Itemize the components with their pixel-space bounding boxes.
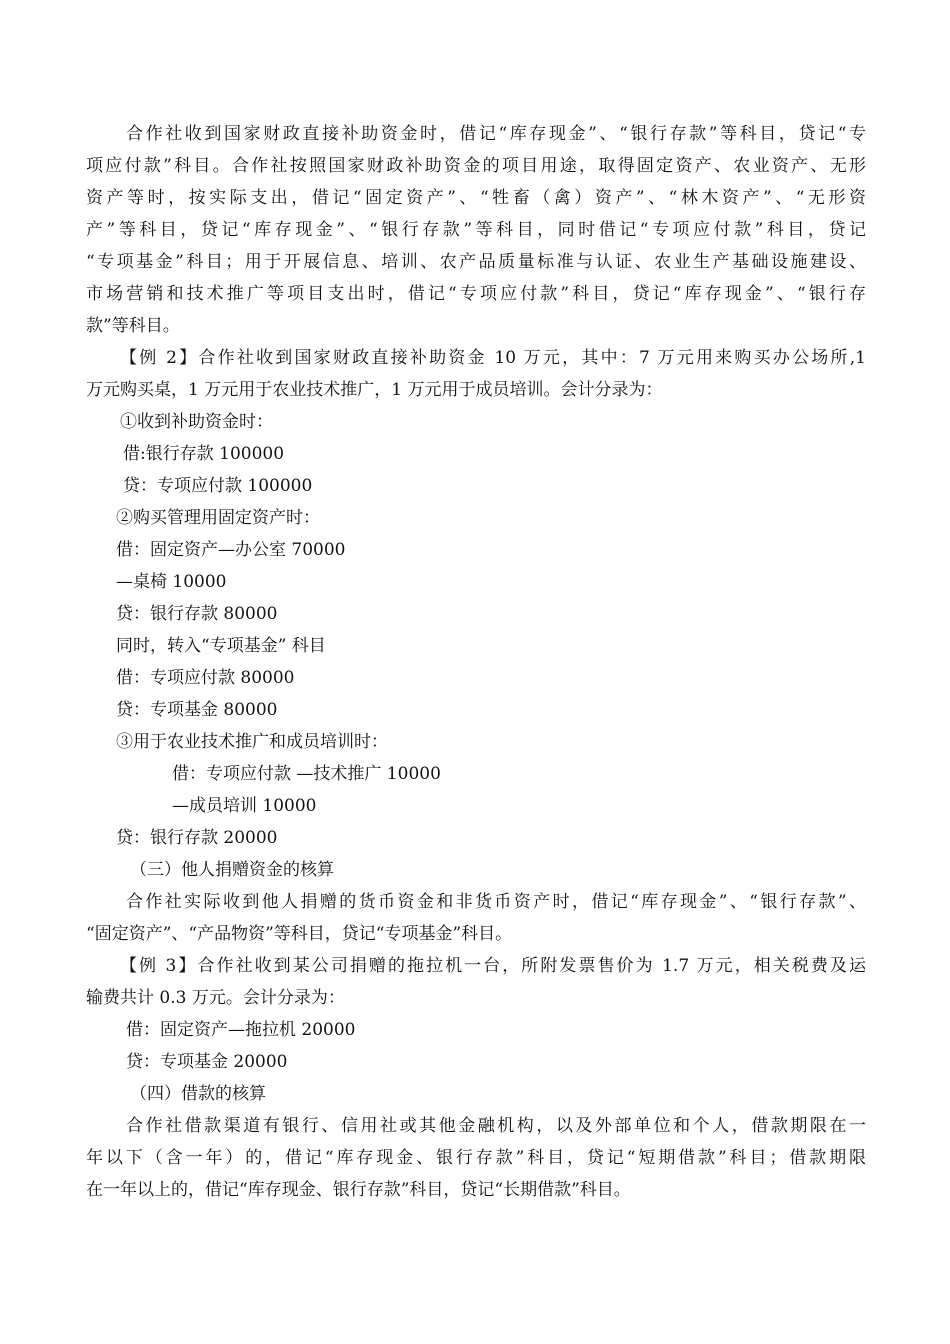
journal-entry: 同时，转入“专项基金” 科目 xyxy=(116,636,326,656)
example-text-line: 万元购买桌，1 万元用于农业技术推广，1 万元用于成员培训。会计分录为： xyxy=(86,380,663,400)
section-heading: （三）他人捐赠资金的核算 xyxy=(130,860,334,880)
body-text-line: 在一年以上的，借记“库存现金、银行存款”科目，贷记“长期借款”科目。 xyxy=(86,1180,631,1200)
journal-entry: ①收到补助资金时： xyxy=(120,412,273,432)
body-text-line: 项应付款”科目。合作社按照国家财政补助资金的项目用途，取得固定资产、农业资产、无形 xyxy=(86,156,866,176)
journal-entry: 借:银行存款 100000 xyxy=(123,444,285,464)
body-text-line: 合作社借款渠道有银行、信用社或其他金融机构，以及外部单位和个人，借款期限在一 xyxy=(126,1116,866,1136)
example-text-line: 输费共计 0.3 万元。会计分录为： xyxy=(86,988,345,1008)
body-text-line: 合作社收到国家财政直接补助资金时，借记“库存现金”、“银行存款”等科目，贷记“专 xyxy=(126,124,866,144)
body-text-line: “专项基金”科目；用于开展信息、培训、农产品质量标准与认证、农业生产基础设施建设、 xyxy=(86,252,866,272)
journal-entry: 贷：银行存款 20000 xyxy=(116,828,278,848)
body-text-line: 市场营销和技术推广等项目支出时，借记“专项应付款”科目，贷记“库存现金”、“银行存 xyxy=(86,284,866,304)
journal-entry: 借：固定资产—拖拉机 20000 xyxy=(126,1020,356,1040)
journal-entry: 贷：专项应付款 100000 xyxy=(123,476,313,496)
journal-entry: 贷：专项基金 20000 xyxy=(126,1052,288,1072)
body-text-line: 产”等科目，贷记“库存现金”、“银行存款”等科目，同时借记“专项应付款”科目，贷记 xyxy=(86,220,866,240)
body-text-line: 年以下（含一年）的，借记“库存现金、银行存款”科目，贷记“短期借款”科目；借款期限 xyxy=(86,1148,866,1168)
body-text-line: 款”等科目。 xyxy=(86,316,180,336)
example-text-line: 【例 2】合作社收到国家财政直接补助资金 10 万元，其中：7 万元用来购买办公场所,1 xyxy=(120,348,866,368)
journal-entry: ②购买管理用固定资产时： xyxy=(116,508,320,528)
journal-entry: ③用于农业技术推广和成员培训时： xyxy=(116,732,388,752)
example-text-line: 【例 3】合作社收到某公司捐赠的拖拉机一台，所附发票售价为 1.7 万元，相关税费及运 xyxy=(120,956,866,976)
journal-entry: 贷：银行存款 80000 xyxy=(116,604,278,624)
journal-entry: 借：专项应付款 —技术推广 10000 xyxy=(172,764,441,784)
journal-entry: 贷：专项基金 80000 xyxy=(116,700,278,720)
journal-entry: 借：专项应付款 80000 xyxy=(116,668,295,688)
journal-entry: —桌椅 10000 xyxy=(116,572,227,592)
body-text-line: 资产等时，按实际支出，借记“固定资产”、“牲畜（禽）资产”、“林木资产”、“无形资 xyxy=(86,188,866,208)
body-text-line: “固定资产”、“产品物资”等科目，贷记“专项基金”科目。 xyxy=(86,924,513,944)
journal-entry: 借：固定资产—办公室 70000 xyxy=(116,540,346,560)
journal-entry: —成员培训 10000 xyxy=(172,796,317,816)
body-text-line: 合作社实际收到他人捐赠的货币资金和非货币资产时，借记“库存现金”、“银行存款”、 xyxy=(126,892,866,912)
section-heading: （四）借款的核算 xyxy=(130,1084,266,1104)
